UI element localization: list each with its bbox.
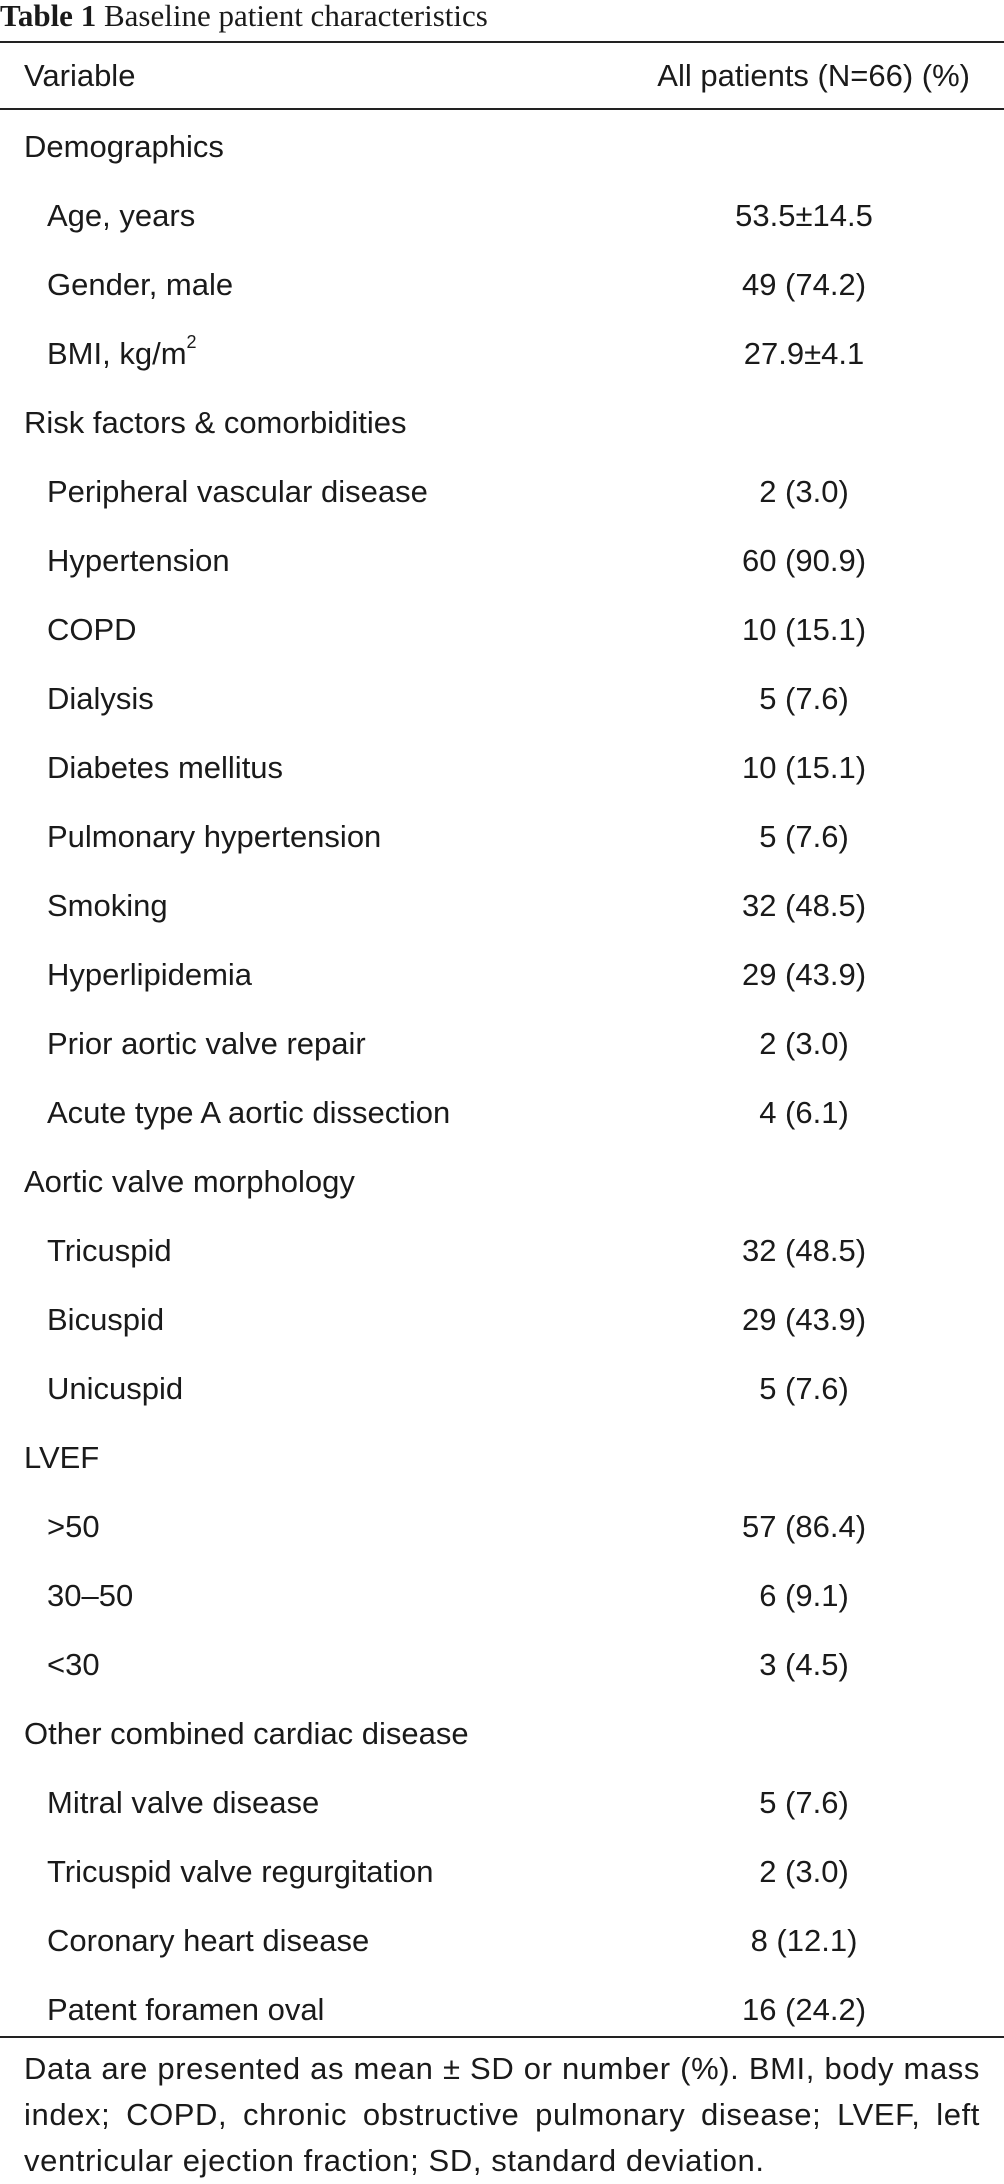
table-row [0,1630,1004,1699]
table-row [0,1906,1004,1975]
table-row [0,1768,1004,1837]
row-value: 57 (86.4) [741,1509,867,1544]
row-label [47,1078,450,1147]
row-value: 3 (4.5) [759,1647,849,1682]
row-value: 5 (7.6) [759,819,849,854]
table-row [0,526,1004,595]
table-row [0,664,1004,733]
row-value: 29 (43.9) [741,1302,867,1337]
table-row [0,871,1004,940]
table-row [0,181,1004,250]
row-value: 10 (15.1) [741,612,867,647]
table-caption [0,0,488,40]
row-value: 6 (9.1) [759,1578,849,1613]
row-value: 2 (3.0) [759,474,849,509]
row-label [47,1768,319,1837]
category-row [0,1699,1004,1768]
row-label-text: Mitral valve disease [47,1785,320,1820]
row-label [47,1492,100,1561]
row-label [47,664,154,733]
row-value: 4 (6.1) [759,1095,849,1130]
table-row [0,1561,1004,1630]
row-value: 60 (90.9) [741,543,867,578]
row-label-text: Acute type A aortic dissection [47,1095,451,1130]
table-row [0,1009,1004,1078]
category-label [24,112,224,181]
row-label [47,1630,100,1699]
table-row [0,319,1004,388]
row-label [47,526,230,595]
table-row [0,1285,1004,1354]
row-label-text: Risk factors & comorbidities [24,405,407,440]
row-label-text: 30–50 [47,1578,134,1613]
row-label-text: Hypertension [47,543,230,578]
table-row [0,1078,1004,1147]
table-number: Table 1 [0,0,97,33]
row-label-text: Patent foramen oval [47,1992,325,2027]
row-value: 8 (12.1) [750,1923,858,1958]
category-row [0,112,1004,181]
row-label-text: <30 [47,1647,100,1682]
row-label-text: >50 [47,1509,100,1544]
row-label [47,181,195,250]
row-label-text: COPD [47,612,137,647]
row-value: 10 (15.1) [741,750,867,785]
row-label [47,733,283,802]
row-label-text: Gender, male [47,267,234,302]
row-label [47,1561,133,1630]
header-value: All patients (N=66) (%) [657,58,970,93]
row-label [47,319,197,388]
row-value: 2 (3.0) [759,1854,849,1889]
category-label [24,1699,469,1768]
table-row [0,1492,1004,1561]
table-row [0,1975,1004,2044]
row-label [47,871,168,940]
row-label-text: Peripheral vascular disease [47,474,428,509]
row-label [47,940,252,1009]
row-value: 32 (48.5) [741,1233,867,1268]
row-label [47,802,381,871]
row-label-text: LVEF [24,1440,100,1475]
category-label [24,1147,355,1216]
table-row [0,1216,1004,1285]
header-variable: Variable [24,58,136,93]
row-value: 27.9±4.1 [743,336,865,371]
table-body [0,112,1004,2044]
row-value: 5 (7.6) [759,681,849,716]
row-label-text: Age, years [47,198,196,233]
category-row [0,1147,1004,1216]
row-value: 5 (7.6) [759,1785,849,1820]
row-label [47,1285,164,1354]
row-value: 2 (3.0) [759,1026,849,1061]
row-label [47,1837,434,1906]
row-label-text: Bicuspid [47,1302,165,1337]
row-label-text: Pulmonary hypertension [47,819,382,854]
row-label [47,1354,183,1423]
table-row [0,733,1004,802]
row-label-text: BMI, kg/m [47,336,187,371]
table-row [0,802,1004,871]
bottom-rule [0,2036,1004,2038]
table-row [0,940,1004,1009]
row-label [47,595,137,664]
unit-superscript: 2 [186,332,197,352]
row-label-text: Hyperlipidemia [47,957,253,992]
table-header [0,44,1004,108]
row-label-text: Coronary heart disease [47,1923,370,1958]
row-label [47,1216,172,1285]
row-value: 16 (24.2) [741,1992,867,2027]
header-rule [0,108,1004,110]
table-title: Baseline patient characteristics [103,0,488,33]
category-label [24,388,406,457]
row-value: 32 (48.5) [741,888,867,923]
table-row [0,595,1004,664]
row-label-text: Diabetes mellitus [47,750,284,785]
row-label-text: Unicuspid [47,1371,184,1406]
row-label [47,1009,366,1078]
row-label [47,250,233,319]
row-label-text: Dialysis [47,681,154,716]
table-row [0,250,1004,319]
row-label-text: Prior aortic valve repair [47,1026,366,1061]
row-label [47,1906,369,1975]
row-label-text: Aortic valve morphology [24,1164,355,1199]
row-label-text: Smoking [47,888,168,923]
row-label-text: Tricuspid valve regurgitation [47,1854,434,1889]
table-row [0,1837,1004,1906]
row-label [47,1975,324,2044]
row-value: 49 (74.2) [741,267,867,302]
category-row [0,1423,1004,1492]
row-value: 29 (43.9) [741,957,867,992]
category-label [24,1423,99,1492]
top-rule [0,41,1004,43]
row-label [47,457,428,526]
row-value: 53.5±14.5 [735,198,873,233]
row-label-text: Tricuspid [47,1233,172,1268]
row-value: 5 (7.6) [759,1371,849,1406]
table-footnote: Data are presented as mean ± SD or number (%). BMI, body mass index; COPD, chronic obstructive pulmonary disease; LVEF, left ventricular ejection fraction; SD, standard deviation. [24,2051,980,2178]
table-row [0,457,1004,526]
row-label-text: Demographics [24,129,224,164]
category-row [0,388,1004,457]
row-label-text: Other combined cardiac disease [24,1716,469,1751]
table-row [0,1354,1004,1423]
